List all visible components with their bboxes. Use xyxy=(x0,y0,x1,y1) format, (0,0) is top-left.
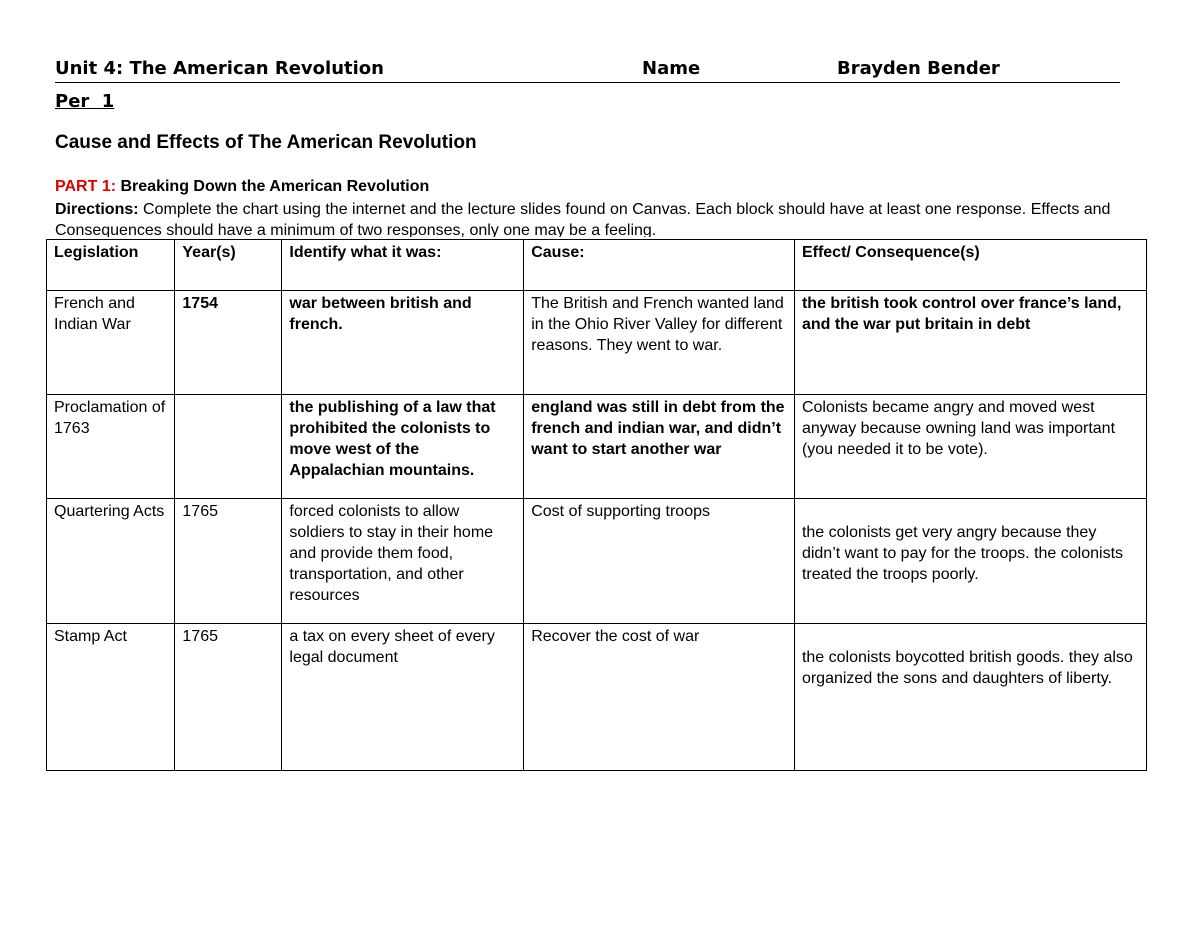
table-header-row xyxy=(47,240,1147,291)
table-row xyxy=(47,291,1147,395)
legislation-cell[interactable]: French and Indian War xyxy=(47,291,175,395)
cause-cell[interactable]: Cost of supporting troops xyxy=(524,499,795,624)
legislation-cell[interactable]: Quartering Acts xyxy=(47,499,175,624)
header-identify: Identify what it was: xyxy=(282,240,524,291)
legislation-cell[interactable]: Proclamation of 1763 xyxy=(47,395,175,499)
year-cell[interactable]: 1765 xyxy=(175,624,282,771)
table-row xyxy=(47,624,1147,771)
identify-cell[interactable]: the publishing of a law that prohibited the colonists to move west of the Appalachian mountains. xyxy=(282,395,524,499)
effect-text: the colonists boycotted british goods. they also organized the sons and daughters of liberty. xyxy=(801,649,1133,687)
part-label: PART 1: xyxy=(55,178,117,195)
year-cell[interactable] xyxy=(175,395,282,499)
cause-cell[interactable]: Recover the cost of war xyxy=(524,624,795,771)
part-heading xyxy=(55,178,429,196)
directions-text: Complete the chart using the internet and the lecture slides found on Canvas. Each block should have at least one response. Effects and Consequences should have a minimum of two responses, only one may be a feeling. xyxy=(55,201,1111,237)
header-years: Year(s) xyxy=(175,240,282,291)
page-title: Cause and Effects of The American Revolution xyxy=(55,132,477,153)
effect-cell[interactable]: the british took control over france’s land, and the war put britain in debt xyxy=(794,291,1146,395)
effect-cell[interactable] xyxy=(794,499,1146,624)
student-name: Brayden Bender xyxy=(837,58,1000,79)
period-label: Per 1 xyxy=(55,91,115,112)
identify-cell[interactable]: war between british and french. xyxy=(282,291,524,395)
year-cell[interactable]: 1754 xyxy=(175,291,282,395)
directions xyxy=(55,199,1135,237)
header-legislation: Legislation xyxy=(47,240,175,291)
cause-cell[interactable]: england was still in debt from the french and indian war, and didn’t want to start another war xyxy=(524,395,795,499)
table-row xyxy=(47,395,1147,499)
name-label: Name xyxy=(642,58,701,79)
identify-cell[interactable]: forced colonists to allow soldiers to stay in their home and provide them food, transportation, and other resources xyxy=(282,499,524,624)
identify-cell[interactable]: a tax on every sheet of every legal document xyxy=(282,624,524,771)
part-title: Breaking Down the American Revolution xyxy=(120,178,430,195)
effect-text: the colonists get very angry because they didn’t want to pay for the troops. the colonists treated the troops poorly. xyxy=(801,524,1124,583)
header-cause: Cause: xyxy=(524,240,795,291)
header-effect: Effect/ Consequence(s) xyxy=(794,240,1146,291)
table-row xyxy=(47,499,1147,624)
cause-cell[interactable]: The British and French wanted land in the Ohio River Valley for different reasons. They went to war. xyxy=(524,291,795,395)
unit-title: Unit 4: The American Revolution xyxy=(55,58,384,79)
effect-cell[interactable]: Colonists became angry and moved west anyway because owning land was important (you needed it to be vote). xyxy=(794,395,1146,499)
year-cell[interactable]: 1765 xyxy=(175,499,282,624)
revolution-chart-table xyxy=(46,239,1147,771)
header-line xyxy=(55,58,1120,83)
directions-label: Directions: xyxy=(55,201,139,218)
legislation-cell[interactable]: Stamp Act xyxy=(47,624,175,771)
effect-cell[interactable] xyxy=(794,624,1146,771)
